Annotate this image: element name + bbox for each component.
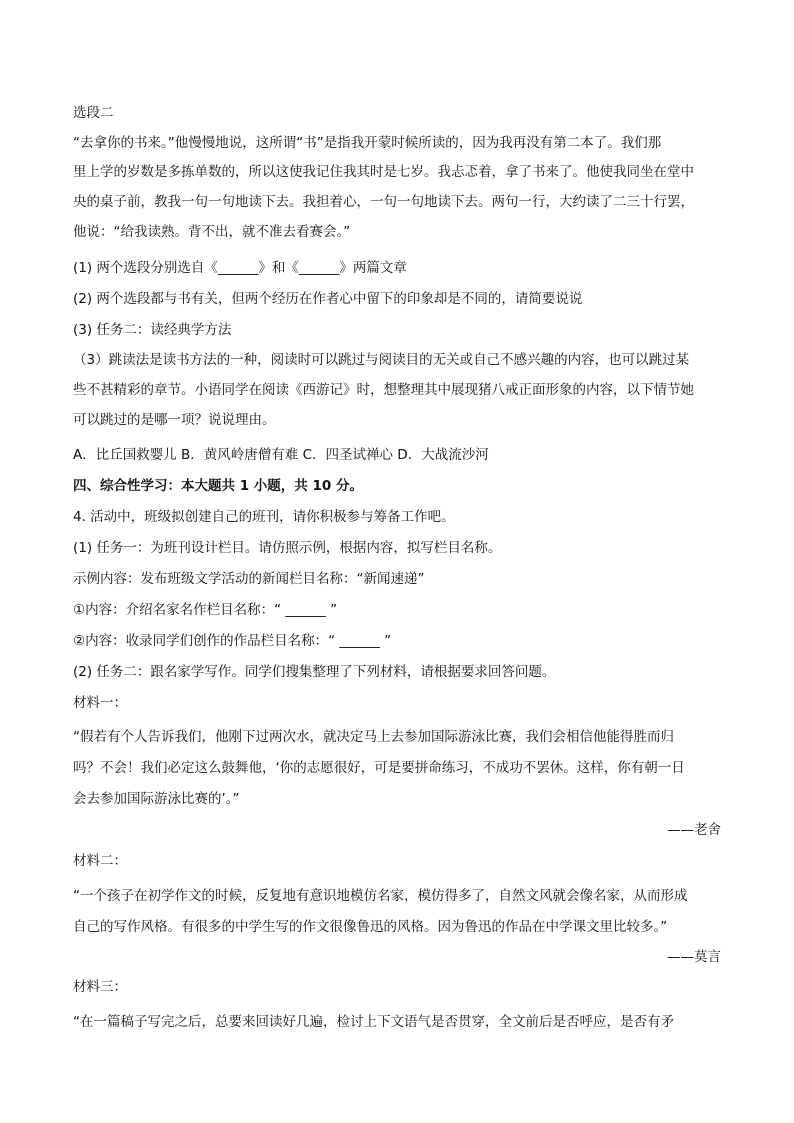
question-1-2: (2) 两个选段都与书有关，但两个经历在作者心中留下的印象却是不同的，请简要说说 <box>73 291 583 307</box>
excerpt-2-line-4: 他说：“给我读熟。背不出，就不准去看赛会。” <box>73 224 351 240</box>
section-four-heading: 四、综合性学习：本大题共 1 小题，共 10 分。 <box>73 478 363 494</box>
question-4-task-2: (2) 任务二：跟名家学写作。同学们搜集整理了下列材料，请根据要求回答问题。 <box>73 664 556 680</box>
skip-reading-paragraph-line-2: 些不甚精彩的章节。小语同学在阅读《西游记》时，想整理其中展现猪八戒正面形象的内容，以下情节她 <box>73 382 694 398</box>
blank-item-2: ②内容：收录同学们创作的作品栏目名称：“ ______ ” <box>73 633 392 649</box>
excerpt-2-line-2: 里上学的岁数是多拣单数的，所以这使我记住我其时是七岁。我忐忑着，拿了书来了。他使我同坐在堂中 <box>73 164 694 180</box>
material-1-line-2: 吗？不会！我们必定这么鼓舞他，‘你的志愿很好，可是要拼命练习，不成功不罢休。这样，你有朝一日 <box>73 760 685 776</box>
material-2-line-2: 自己的写作风格。有很多的中学生写的作文很像鲁迅的风格。因为鲁迅的作品在中学课文里比较多。” <box>73 919 668 935</box>
skip-reading-paragraph-line-3: 可以跳过的是哪一项？说说理由。 <box>73 412 276 428</box>
material-2-author: ——莫言 <box>667 949 721 965</box>
question-1-1: (1) 两个选段分别选自《______》和《______》两篇文章 <box>73 260 407 276</box>
question-4-task-1: (1) 任务一：为班刊设计栏目。请仿照示例，根据内容，拟写栏目名称。 <box>73 540 502 556</box>
question-1-3: (3) 任务二：读经典学方法 <box>73 322 232 338</box>
section-heading-excerpt-2: 选段二 <box>73 105 114 121</box>
material-1-line-1: “假若有个人告诉我们，他刚下过两次水，就决定马上去参加国际游泳比赛，我们会相信他能得胜而归 <box>73 729 674 745</box>
blank-item-1: ①内容：介绍名家名作栏目名称：“ ______ ” <box>73 602 338 618</box>
answer-options: A．比丘国救婴儿 B．黄风岭唐僧有难 C．四圣试禅心 D．大战流沙河 <box>73 447 489 463</box>
material-3-line-1: “在一篇稿子写完之后，总要来回读好几遍，检讨上下文语气是否贯穿，全文前后是否呼应，是否有矛 <box>73 1014 674 1030</box>
material-1-label: 材料一： <box>73 695 127 711</box>
excerpt-2-line-1: “去拿你的书来。”他慢慢地说，这所谓“书”是指我开蒙时候所读的，因为我再没有第二本了。我们那 <box>73 135 662 151</box>
material-1-author: ——老舍 <box>667 822 721 838</box>
material-2-label: 材料二： <box>73 853 127 869</box>
material-2-line-1: “一个孩子在初学作文的时候，反复地有意识地模仿名家，模仿得多了，自然文风就会像名家，从而形成 <box>73 888 688 904</box>
material-1-line-3: 会去参加国际游泳比赛的’。” <box>73 791 240 807</box>
material-3-label: 材料三： <box>73 979 127 995</box>
excerpt-2-line-3: 央的桌子前，教我一句一句地读下去。我担着心，一句一句地读下去。两句一行，大约读了二三十行罢， <box>73 194 694 210</box>
skip-reading-paragraph-line-1: （3）跳读法是读书方法的一种，阅读时可以跳过与阅读目的无关或自己不感兴趣的内容，也可以跳过某 <box>73 352 690 368</box>
example-content: 示例内容：发布班级文学活动的新闻栏目名称：“新闻速递” <box>73 571 425 587</box>
question-4-stem: 4. 活动中，班级拟创建自己的班刊，请你积极参与筹备工作吧。 <box>73 509 455 525</box>
